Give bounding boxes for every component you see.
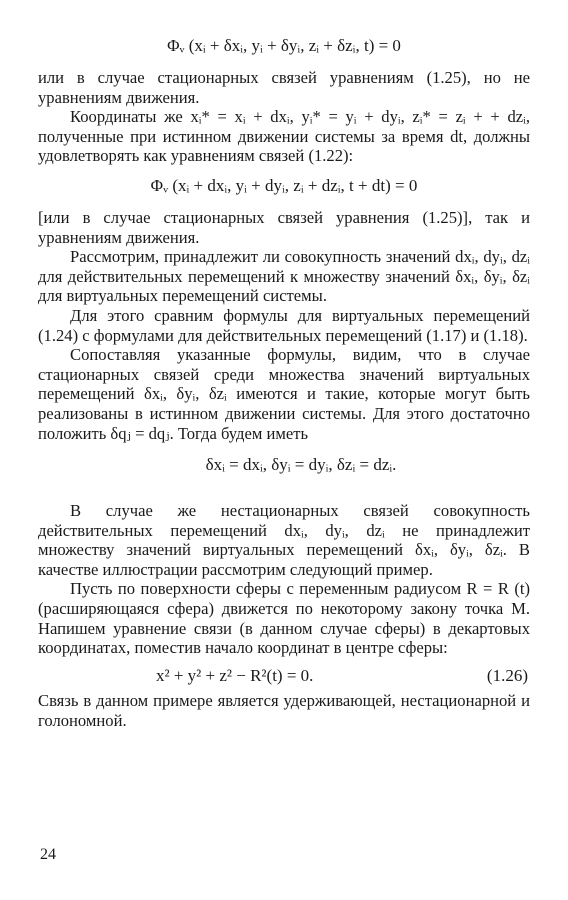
formula-actual-constraint: Φᵥ (xᵢ + dxᵢ, yᵢ + dyᵢ, zᵢ + dzᵢ, t + dt) = 0: [150, 175, 418, 195]
paragraph-nonstationary-case: В случае же нестационарных связей совокупность действительных перемещений dxᵢ, dyᵢ, dzᵢ не принадлежит множеству значений виртуальных перемещений δxᵢ, δyᵢ, δzᵢ. В качестве иллюстрации рассмотрим следующий пример.: [38, 501, 530, 579]
formula-equal-displacements: δxᵢ = dxᵢ, δyᵢ = dyᵢ, δzᵢ = dzᵢ.: [205, 455, 397, 475]
paragraph-consider-displacements: Рассмотрим, принадлежит ли совокупность значений dxᵢ, dyᵢ, dzᵢ для действительных перемещений к множеству значений δxᵢ, δyᵢ, δzᵢ для виртуальных перемещений системы.: [38, 247, 530, 306]
paragraph-actual-coordinates: Координаты же xᵢ* = xᵢ + dxᵢ, yᵢ* = yᵢ + dyᵢ, zᵢ* = zᵢ + + dzᵢ, полученные при истинном движении системы за время dt, должны удовлетворять как уравнениям связей (1.22):: [38, 107, 530, 166]
paragraph-constraint-classification: Связь в данном примере является удерживающей, нестационарной и голономной.: [38, 691, 530, 731]
paragraph-stationary-equations: [или в случае стационарных связей уравнения (1.25)], так и уравнениям движения.: [38, 207, 530, 247]
equation-number: (1.26): [486, 665, 528, 685]
formula-virtual-constraint: Φᵥ (xᵢ + δxᵢ, yᵢ + δyᵢ, zᵢ + δzᵢ, t) = 0: [167, 36, 401, 55]
page-number: 24: [40, 846, 56, 863]
formula-sphere-equation-row: [38, 666, 530, 686]
paragraph-compare-formulas: Для этого сравним формулы для виртуальных перемещений (1.24) с формулами для действительных перемещений (1.17) и (1.18).: [38, 305, 530, 345]
paragraph-comparison-result: Сопоставляя указанные формулы, видим, что в случае стационарных связей среди множества значений виртуальных перемещений δxᵢ, δyᵢ, δzᵢ имеются и такие, которые могут быть реализованы в истинном движении системы. Для этого достаточно положить δqⱼ = dqⱼ. Тогда будем иметь: [38, 345, 530, 443]
paragraph-sphere-example: Пусть по поверхности сферы с переменным радиусом R = R (t) (расширяющаяся сфера) движется по некоторому закону точка M. Напишем уравнение связи (в данном случае сферы) в декартовых координатах, поместив начало координат в центре сферы:: [38, 579, 530, 658]
paragraph-stationary-note: или в случае стационарных связей уравнениям (1.25), но не уравнениям движения.: [38, 68, 530, 107]
formula-sphere-equation: x² + y² + z² − R²(t) = 0.: [156, 665, 314, 685]
